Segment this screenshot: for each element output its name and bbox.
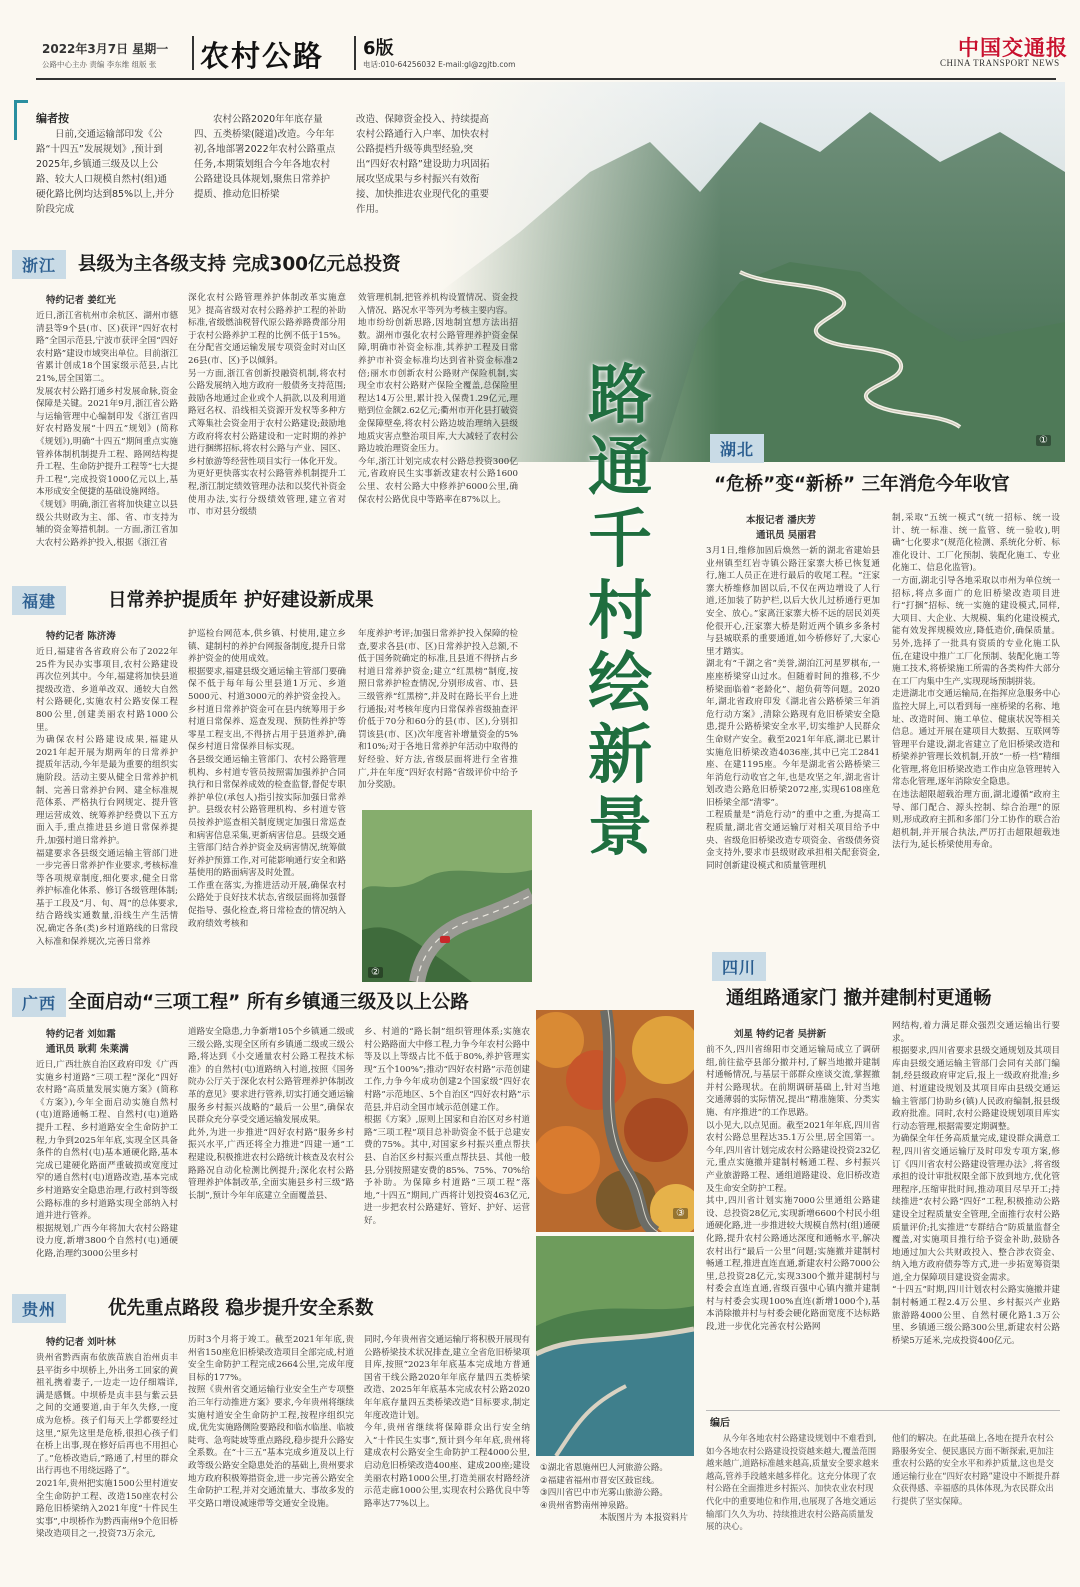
header-divider-2 xyxy=(354,36,356,70)
editor-note-col2: 农村公路2020年年底存量四、五类桥梁(隧道)改造。今年年初,各地部署2022年农村公路重点任务,本期策划组合今年各地农村公路建设具体规划,聚焦日常养护提质、推动危旧桥梁 xyxy=(194,114,336,200)
caption-credit: 本版图片为 本报资料片 xyxy=(599,1513,688,1523)
section-name: 农村公路 xyxy=(200,39,325,73)
afterword-label: 编后 xyxy=(710,1418,730,1429)
region-tag-guizhou: 贵州 xyxy=(12,1294,66,1323)
region-tag-hubei: 湖北 xyxy=(710,434,764,463)
zhejiang-text-3: 效管理机制,把管养机构设置情况、资金投入情况、路况水平等列为考核主要内容。 地市纷纷创新思路,因地制宜想方法出招数。湖州市强化农村公路管理养护资金保障,明确市补资金标准,其养护工程及日常养护市补资金标准均达到省补资金标准2倍;丽水市创新农村公路财产保险机制,实现全市农村公路财产保险全覆盖,总保险里程达14万公里,累计投入保费1.29亿元,理赔到位金额2.62亿元;衢州市开化县打破资金保障壁垒,将农村公路边坡治理纳入县级地质灾害点整治项目库,大大减轻了农村公路边坡治理资金压力。 今年,浙江计划完成农村公路总投资300亿元,省政府民生实事新改建农村公路1600公里、农村公路大中修养护6000公里,确保农村公路优良中等路率在87%以上。 xyxy=(358,293,518,505)
hubei-col1 xyxy=(706,512,880,944)
editor-note-col3: 改造、保障资金投入、持续提高农村公路通行入户率、加快农村公路提档升级等典型经验,突出“四好农村路”建设助力巩固拓展攻坚成果与乡村振兴有效衔接、加快推进农业现代化的重要作用。 xyxy=(356,114,490,215)
zhejiang-col1 xyxy=(36,292,178,588)
issue-date: 2022年3月7日 星期一 xyxy=(42,42,169,56)
byline-fujian: 特约记者 陈济涛 xyxy=(46,631,116,642)
fujian-text-2: 护巡检台网范本,供乡镇、村使用,建立乡镇、建制村的养护台网报备制度,提升日常养护资金的使用成效。 根据要求,福建县级交通运输主管部门要确保不低于每年每公里县道1万元、乡道5000元、村道3000元的养护资金投入。乡村道日常养护资金可在县内统筹用于乡村道日常保养、巡查发现、预防性养护等零星工程支出,不得挤占用于县道养护,确保乡村道日常保养目标实现。 各县级交通运输主管部门、农村公路管理机构、乡村道专管员按照需加强养护合同执行和日常保养成效的检查监督,督促专职养护单位(承包人)指引按实际加强日常养护。县级农村公路管理机构、乡村道专管员按养护巡查相关制度规定加强日常巡查和病害信息采集,更新病害信息。县级交通主管部门结合养护资金及病害情况,统筹做好养护预算工作,对可能影响通行安全和路基使用的路面病害及时处置。 工作重在落实,为推进活动开展,确保农村公路处于良好技术状态,省级层面将加强督促指导、强化检查,将日常检查的情况纳入政府绩效考核和 xyxy=(188,629,346,929)
guizhou-text-3: 同时,今年贵州省交通运输厅将积极开展现有公路桥梁技术状况排查,建立全省危旧桥梁项目库,按照“2023年年底基本完成地方普通国省干线公路2020年年底存量四五类桥梁改造、2025年年底基本完成农村公路2020年年底存量四五类桥梁改造”目标要求,制定年度改造计划。 今年,贵州省继续将保障群众出行安全纳入“十件民生实事”,预计到今年年底,贵州将建成农村公路安全生命防护工程4000公里,启动危旧桥梁改造400座、建成200座;建设美丽农村路1000公里,打造美丽农村路经济示范走廊1000公里,实现农村公路优良中等路率达77%以上。 xyxy=(364,1335,530,1509)
byline-guangxi-1: 特约记者 刘如霜 xyxy=(46,1029,116,1040)
caption-4: ④贵州省黔南州神泉路。 xyxy=(540,1500,634,1511)
editor-note-bracket xyxy=(14,100,28,140)
page-number: 6版 xyxy=(363,38,394,59)
photo-autumn-valley-svg xyxy=(536,1010,694,1232)
fujian-text-3: 年度养护考评;加强日常养护投入保障的检查,要求各县(市、区)日常养护投入总额,不低于国务院确定的标准,且县道不得挤占乡村道日常养护资金;建立“红黑榜”制度,按照日常养护检查情况,分别形成省、市、县三级管养“红黑榜”,并及时在路长平台上进行通报;对考核年度内日常保养省级抽查评价低于70分和60分的县(市、区),分别扣罚该县(市、区)次年度省补增量资金的5%和10%;对于各地日常养护年活动中取得的好经验、好方法,省级层面将进行全省推广,并在年度“四好农村路”省级评价中给予加分奖励。 xyxy=(358,629,518,791)
editor-note-col1: 日前,交通运输部印发《公路“十四五”发展规划》,预计到2025年,乡镇通三级及以上公路、较大人口规模自然村(组)通硬化路比例均达到85%以上,并分阶段完成 xyxy=(36,129,175,215)
photo-fujian-road-svg xyxy=(362,810,532,982)
photo-autumn-valley xyxy=(536,1010,694,1232)
newspaper-logo: 中国交通报 xyxy=(958,35,1068,60)
fujian-text-1: 近日,福建省各省政府公布了2022年25件为民办实事项目,农村公路建设再次位列其中。今年,福建将加快县道提级改造、乡道单改双、通较大自然村公路硬化,实施农村公路安保工程800公里,创建美丽农村路1000公里。 为确保农村公路建设成果,福建从2021年起开展为期两年的日常养护提质年活动,今年是最为重要的组织实施阶段。活动主要从健全日常养护机制、完善日常养护台网、建全标准规范体系、严格执行台网规定、提升管理运营成效、统筹养护经费以下五方面入手,重点推进县乡道日常保养提升,加强村道日常养护。 福建要求各县级交通运输主管部门进一步完善日常养护作业要求,考核标准等各项规章制度,细化要求,健全日常养护标准化体系、修订各级管理体制;基于工段及“月、旬、周”的总体要求,结合路线实通数量,沿线生产生活情况,确定各条(类)乡村道路线的日常段入标准和保养规次,完善日常养 xyxy=(36,647,178,947)
byline-guangxi-2: 通讯员 耿莉 朱莱满 xyxy=(46,1044,129,1055)
headline-sichuan: 通组路通家门 撤并建制村更通畅 xyxy=(726,988,992,1009)
header-rule xyxy=(36,78,1056,80)
photo-number-3: ③ xyxy=(673,1208,688,1219)
photo-captions xyxy=(540,1462,696,1525)
caption-3: ③四川省巴中市光雾山旅游公路。 xyxy=(540,1488,669,1498)
guizhou-text-2: 历时3个月将于竣工。截至2021年年底,贵州省150座危旧桥梁改造项目全部完成,村道安全生命防护工程完成2664公里,完成年度目标的177%。 按照《贵州省交通运输行业安全生产专项整治三年行动推进方案》要求,今年贵州将继续实施村道安全生命防护工程,按程序组织完成,优先实施路侧险要路段和临水临崖、临坡陡弯、急弯陡坡等重点路段,稳步提升公路安全系数。在“十三五”基本完成乡道及以上行政等级公路安全隐患处治的基础上,贵州要求地方政府积极筹措资金,进一步完善公路安全生命防护工程,并对交通流量大、事故多发的平交路口增设减速带等交通安全设施。 xyxy=(188,1335,354,1509)
headline-hubei: “危桥”变“新桥” 三年消危今年收官 xyxy=(714,474,1010,495)
guizhou-text-1: 贵州省黔西南布依族苗族自治州贞丰县平街乡中坝桥上,外出务工回家的黄祖礼携着妻子,一边走一边仔细端详,满是感慨。中坝桥是贞丰县与紫云县之间的交通要道,由于年久失修,一度成为危桥。孩子们每天上学都要经过这里,“原先这里是危桥,很担心孩子们在桥上出事,现在修好后再也不用担心了。”危桥改造后,“路通了,村里的群众出行再也不用绕远路了”。 2021年,贵州把实施1500公里村道安全生命防护工程、改造150座农村公路危旧桥梁纳入2021年度“十件民生实事”,中坝桥作为黔西南州9个危旧桥梁改造项目之一,投资73万余元, xyxy=(36,1353,178,1540)
byline-hubei-1: 本报记者 潘庆芳 xyxy=(746,515,816,526)
headline-guangxi: 全面启动“三项工程” 所有乡镇通三级及以上公路 xyxy=(68,992,469,1013)
zhejiang-text-2: 深化农村公路管理养护体制改革实施意见》提高省级对农村公路养护工程的补助标准,省级燃油税替代原公路养路费部分用于农村公路养护工程的比例不低于15%。在分配省交通运输发展专项资金时对山区26县(市、区)予以倾斜。 另一方面,浙江省创新投融资机制,将农村公路发展纳入地方政府一般债务支持范围;鼓励各地通过企业或个人捐款,以及利用道路冠名权、沿线相关资源开发权等多种方式筹集社会资金用于农村公路建设;鼓励地方政府将农村公路建设和一定时期的养护进行捆绑招标,将农村公路与产业、园区、乡村旅游等经营性项目实行一体化开发。 为更好更快落实农村公路管养机制提升工程,浙江制定绩效管理办法和以奖代补资金使用办法,实行分级绩效管理,建立省对市、市对县分级绩 xyxy=(188,293,346,518)
editor-note-label: 编者按 xyxy=(36,112,69,125)
sichuan-text-1: 前不久,四川省绵阳市交通运输局成立了调研组,前往盐亭县部分撤并村,了解当地撤并建制村通畅情况,与基层干部群众座谈交流,掌握撤并村公路现状。在前期调研基础上,针对当地交通薄弱的实际情况,提出“精准施策、分类实施、有序推进”的工作思路。 以小见大,以点见面。截至2021年年底,四川省农村公路总里程达35.1万公里,居全国第一。今年,四川省计划完成农村公路建设投资232亿元,重点实施撤并建制村畅通工程、乡村振兴产业旅游路工程、通组道路建设、危旧桥改造及生命安全防护工程。 其中,四川省计划实施7000公里通组公路建设、总投资28亿元,实现新增6600个村民小组通硬化路,进一步推进较大规模自然村(组)通硬化路,提升农村公路通达深度和通畅水平,解决农村出行“最后一公里”问题;实施撤并建制村畅通工程,推进直连直通,新建农村公路7000公里,总投资28亿元,实现3300个撤并建制村与村委会直连直通,省级百强中心镇内撤并建制村与村委会实现100%直连(新增1000个),基本消除撤并村与村委会硬化路面宽度不达标路段,进一步优化完善农村公路网 xyxy=(706,1045,880,1333)
newspaper-logo-en: CHINA TRANSPORT NEWS xyxy=(940,58,1060,68)
caption-1: ①湖北省恩施州巴人河旅游公路。 xyxy=(540,1463,669,1473)
photo-mountain-road xyxy=(440,82,1065,462)
guizhou-col1 xyxy=(36,1334,178,1574)
region-tag-zhejiang: 浙江 xyxy=(12,250,66,279)
afterword-rule xyxy=(706,1410,1060,1411)
zhejiang-text-1: 近日,浙江省杭州市余杭区、湖州市德清县等9个县(市、区)获评“四好农村路”全国示范县,宁波市获评全国“四好农村路”建设市域突出单位。目前浙江省累计创成18个国家级示范县,占比21%,居全国第二。 发展农村公路打通乡村发展命脉,资金保障是关键。2021年9月,浙江省公路与运输管理中心编制印发《浙江省四好农村路发展“十四五”规划》(简称《规划》),明确“十四五”期间重点实施管养体制机制提升工程、路网结构提升工程、生命防护提升工程等“七大提升工程”,完成投资1000亿元以上,基本形成安全便捷的基础设施网络。 《规划》明确,浙江省将加快建立以县级公共财政为主、部、省、市支持为辅的资金筹措机制。一方面,浙江省加大农村公路养护投入,根据《浙江省 xyxy=(36,311,178,548)
photo-number-1: ① xyxy=(1036,435,1051,446)
hubei-text-1: 3月1日,维修加固后焕然一新的湖北省建始县业州镇至红岩寺镇公路汪家寨大桥已恢复通行,施工人员正在进行最后的收尾工程。“汪家寨大桥维修加固以后,不仅在两边增设了人行道,还加装了防护栏,以后大伙儿过桥通行更加安全、放心。”家离汪家寨大桥不远的居民刘英伦很开心,汪家寨大桥是附近两个镇乡多条村与县城联系的重要通道,如今桥修好了,大家心里才踏实。 湖北有“千湖之省”美誉,湖泊江河星罗棋布,一座座桥梁穿山过水。但随着时间的推移,不少桥梁面临着“老龄化”、超负荷等问题。2020年,湖北省政府印发《湖北省公路桥梁三年消危行动方案》,清除公路现有危旧桥梁安全隐患,提升公路桥梁安全水平,切实维护人民群众生命财产安全。截至2021年年底,湖北已累计实施危旧桥梁改造4036座,其中已完工2841座、在建1195座。今年是湖北省公路桥梁三年消危行动收官之年,也是攻坚之年,湖北省计划改造公路危旧桥梁2072座,实现6108座危旧桥梁全部“清零”。 工程质量是“消危行动”的重中之重,为提高工程质量,湖北省交通运输厅对相关项目给予中央、省级危旧桥梁改造专项资金、省级债务资金支持外,要求市县级财政承担相关配套资金,同时创新建设模式和质量管理机 xyxy=(706,546,880,871)
fujian-col1 xyxy=(36,628,178,968)
headline-fujian: 日常养护提质年 护好建设新成果 xyxy=(108,590,374,611)
sichuan-col1 xyxy=(706,1026,880,1396)
region-tag-sichuan: 四川 xyxy=(712,952,766,981)
photo-lake-road xyxy=(536,1236,694,1456)
caption-2: ②福建省福州市晋安区鼓宦线。 xyxy=(540,1475,660,1486)
headline-zhejiang: 县级为主各级支持 完成300亿元总投资 xyxy=(78,254,401,275)
contact-line: 电话:010-64256032 E-mail:gl@zgjtb.com xyxy=(363,60,516,69)
guangxi-text-2: 道路安全隐患,力争新增105个乡镇通二级或三级公路,实现全区所有乡镇通二级或三级公路,将达到《小交通量农村公路工程技术标准》的自然村(屯)道路纳入村道,按照《国务院办公厅关于深化农村公路管理养护体制改革的意见》要求进行管养,切实打通交通运输服务乡村振兴战略的“最后一公里”,确保农民群众充分享受交通运输发展成果。 此外,为进一步推进“四好农村路”服务乡村振兴水平,广西还将全力推进“四建一通”工程建设,积极推进农村公路统计核查及农村公路路况自动化检测比例提升;深化农村公路管理养护体制改革,全面实施县乡村三级“路长制”,预计今年年底建立全面覆盖县、 xyxy=(188,1027,354,1201)
photo-number-2: ② xyxy=(368,967,383,978)
byline-sichuan: 刘星 特约记者 吴拼新 xyxy=(734,1029,827,1040)
page-header xyxy=(0,0,1080,80)
afterword-text-2: 他们的解决。在此基础上,各地在提升农村公路服务安全、便民惠民方面不断探索,更加注重农村公路的安全水平和养护质量,这也是交通运输行业在“四好农村路”建设中不断提升群众获得感、幸福感的具体体现,为农民群众出行提供了坚实保障。 xyxy=(892,1433,1060,1506)
photo-mountain-road-svg xyxy=(440,82,1065,462)
main-title: 路通千村绘新景 xyxy=(588,358,652,865)
editors-line: 公路中心主办 责编 李东维 组版 张 xyxy=(42,60,157,69)
guangxi-text-1: 近日,广西壮族自治区政府印发《广西实施乡村道路“三项工程”深化“四好农村路”高质量发展实施方案》(简称《方案》),今年全面启动实施自然村(屯)道路通畅工程、自然村(屯)道路提升工程、乡村道路安全生命防护工程,力争到2025年年底,实现全区具备条件的自然村(屯)基本通硬化路,基本完成已建硬化路面严重破损或宽度过窄的通自然村(屯)道路改造,基本完成乡村道路安全隐患治理,行政村到等级公路标准的乡村道路实现全部纳入村道并进行管养。 根据规划,广西今年将加大农村公路建设力度,新增3800个自然村(屯)通硬化路,治理约3000公里乡村 xyxy=(36,1060,178,1259)
photo-lake-road-svg xyxy=(536,1236,694,1456)
headline-guizhou: 优先重点路段 稳步提升安全系数 xyxy=(108,1298,374,1319)
guangxi-text-3: 乡、村道的“路长制”组织管理体系;实施农村公路路面大中修工程,力争今年农村公路中等及以上等级占比不低于80%,养护管理实现“五个100%”;推动“四好农村路”示范创建工作,力争今年成功创建2个国家级“四好农村路”示范地区、5个自治区“四好农村路”示范县,并启动全国市域示范创建工作。 根据《方案》,原则上国家和自治区对乡村道路“三项工程”项目总补助资金不低于总建安费的75%。其中,对国家乡村振兴重点帮扶县、自治区乡村振兴重点帮扶县、其他一般县,分别按照建安费的85%、75%、70%给予补助。为保障乡村道路“三项工程”落地,“十四五”期间,广西将计划投资463亿元,进一步把农村公路建好、管好、护好、运营好。 xyxy=(364,1027,530,1226)
region-tag-fujian: 福建 xyxy=(12,586,66,615)
region-tag-guangxi: 广西 xyxy=(12,988,66,1017)
hubei-text-2: 制,采取“五统一模式”(统一招标、统一设计、统一标准、统一监管、统一验收),明确“七化要求”(规范化检测、系统化分析、标准化设计、工厂化预制、装配化施工、专业化施工、信息化监管)。 一方面,湖北引导各地采取以市州为单位统一招标,将点多面广的危旧桥梁改造项目进行“打捆”招标、统一实施的建设模式,同样,大项目、大企业、大规模、集约化建设模式,能有效发挥规模效应,降低造价,确保质量。另外,选择了一批具有资质的专业化施工队伍,在建设中推广工厂化预制、装配化施工等施工技术,将桥梁施工所需的各类构件大部分在工厂内集中生产,实现现场预制拼装。 走进湖北市交通运输局,在指挥应急服务中心监控大屏上,可以看到每一座桥梁的名称、地址、改造时间、施工单位、健康状况等相关信息。通过开展在建项目大数据、互联网等管理平台建设,湖北省建立了危旧桥梁改造和桥梁养护管理长效机制,开放“一桥一档”精细化管理,将危旧桥梁改造工作由应急管理转入常态化管理,逐年消除安全隐患。 在违法超限超载治理方面,湖北遵循“政府主导、部门配合、源头控制、综合治理”的原则,形成政府主抓和多部门分工协作的联合治超机制,并开展合执法,严厉打击超限超载违法行为,延长桥梁使用寿命。 xyxy=(892,513,1060,851)
sichuan-text-2: 网结构,着力满足群众强烈交通运输出行要求。 根据要求,四川省要求县级交通规划及其项目库由县级交通运输主管部门会同有关部门编制,经县级政府审定后,报上一级政府批准;乡道、村道建设规划及其项目库由县级交通运输主管部门协助乡(镇)人民政府编制,报县级政府批准。同时,农村公路建设规划项目库实行动态管理,根据需要定期调整。 为确保全年任务高质量完成,建设群众满意工程,四川省交通运输厅及时印发专项方案,修订《四川省农村公路建设管理办法》,将省级承担的设计审批权限全部下放到地方,优化管理程序,压缩审批时间,推动项目尽早开工;持续推进“农村公路“四好”工程,积极推动公路建设全过程质量安全管理,全面推行农村公路质量评价;扎实推进“专群结合”防质量监督全覆盖,对实施项目推行给予资金补助,鼓励各地通过加大公共财政投入、整合涉农资金、纳入地方政府债券等方式,进一步拓宽筹资渠道,全力保障项目建设资金需求。 “十四五”时期,四川计划农村公路实施撤并建制村畅通工程2.4万公里、乡村振兴产业路旅游路4000公里、自然村硬化路1.3万公里、乡镇通三级公路300公里,新建农村公路桥梁5万延米,完成投资400亿元。 xyxy=(892,1021,1060,1346)
byline-hubei-2: 通讯员 吴丽君 xyxy=(756,530,817,541)
header-divider xyxy=(192,36,194,70)
byline-zhejiang: 特约记者 姜红光 xyxy=(46,295,116,306)
byline-guizhou: 特约记者 刘叶林 xyxy=(46,1337,116,1348)
guangxi-col1 xyxy=(36,1026,178,1270)
afterword-text-1: 从今年各地农村公路建设规划中不难看到,如今各地农村公路建设投资越来越大,覆盖范围越来越广,道路标准越来越高,质量安全要求越来越高,管养手段越来越多样化。这充分体现了农村公路在全面推进乡村振兴、加快农业农村现代化中的重要地位和作用,也展现了各地交通运输部门久久为功、持续推进农村公路高质量发展的决心。 xyxy=(706,1433,879,1532)
photo-fujian-road xyxy=(362,810,532,982)
